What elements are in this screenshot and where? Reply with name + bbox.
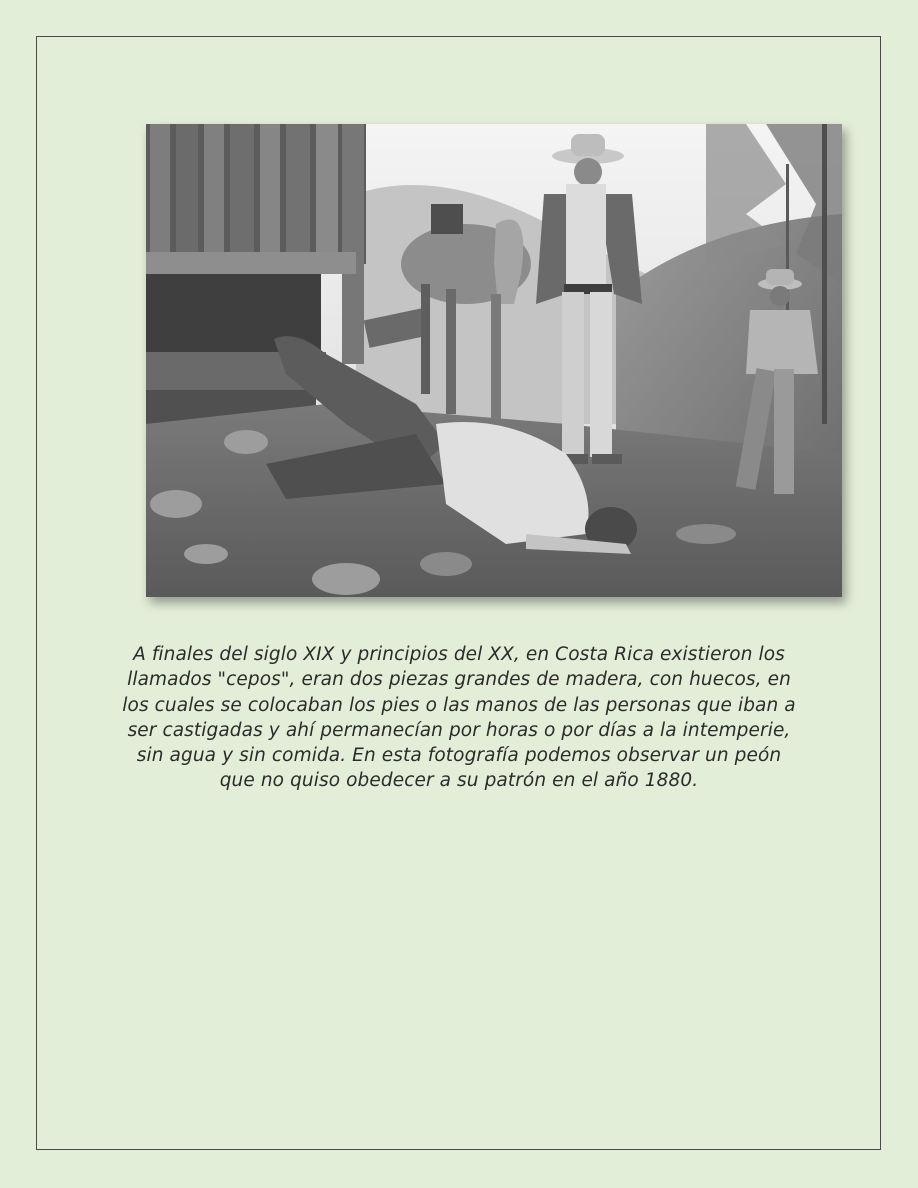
photo-caption: A finales del siglo XIX y principios del XX, en Costa Rica existieron los llamados "cepos", eran dos piezas grandes de madera, con huecos, en los cuales se colocaban los pies o las manos de las personas que iban a ser castigadas y ahí permanecían por horas o por días a la intemperie, sin agua y sin comida. En esta fotografía podemos observar un peón que no quiso obedecer a su patrón en el año 1880. (122, 644, 796, 792)
photo-illustration (146, 124, 842, 597)
historical-photo (146, 124, 842, 597)
